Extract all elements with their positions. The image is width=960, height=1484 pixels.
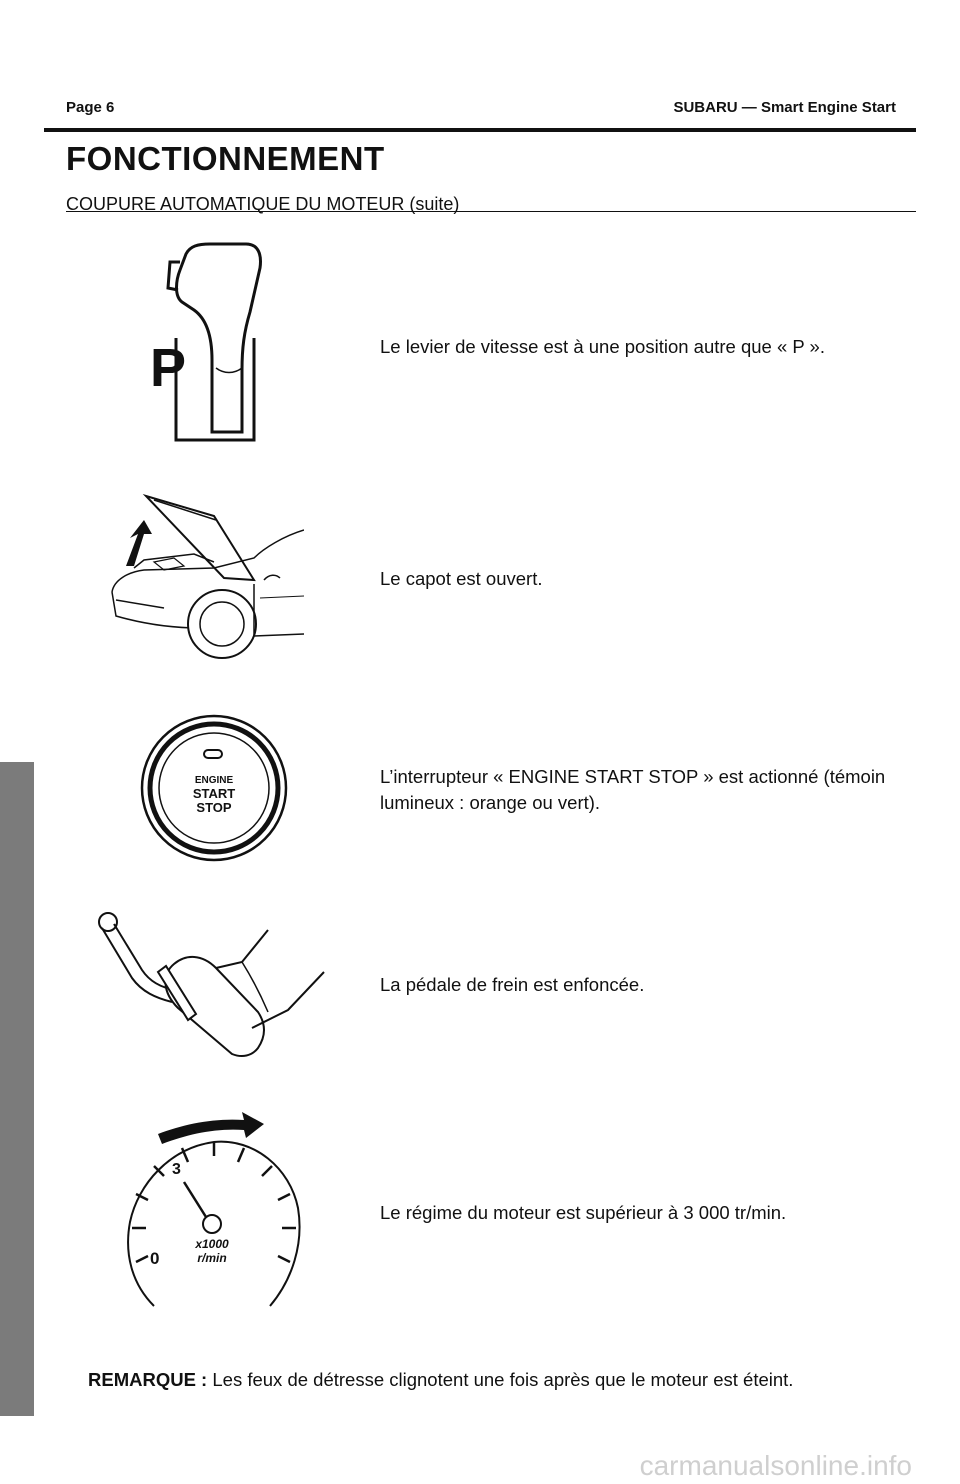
header-divider — [44, 128, 916, 132]
gear-lever-icon — [150, 240, 280, 455]
remark-text: Les feux de détresse clignotent une fois après que le moteur est éteint. — [212, 1369, 794, 1390]
tachometer-icon — [124, 1104, 304, 1315]
condition-text: L’interrupteur « ENGINE START STOP » est actionné (témoin lumineux : orange ou vert). — [380, 766, 886, 813]
button-label-stop: STOP — [196, 800, 232, 815]
engine-start-stop-button-icon — [140, 714, 290, 869]
gauge-label-0: 0 — [150, 1249, 160, 1268]
page-title: FONCTIONNEMENT — [66, 140, 385, 177]
watermark: carmanualsonline.info — [639, 1450, 912, 1481]
brake-pedal-icon — [92, 908, 332, 1063]
remark-note — [88, 1369, 793, 1391]
gauge-unit-rmin: r/min — [197, 1251, 227, 1265]
condition-text: La pédale de frein est enfoncée. — [380, 974, 645, 995]
button-label-engine: ENGINE — [194, 775, 234, 786]
condition-text: Le levier de vitesse est à une position autre que « P ». — [380, 336, 825, 357]
subtitle-divider — [66, 211, 916, 212]
gauge-unit-x1000: x1000 — [195, 1237, 229, 1251]
condition-text: Le régime du moteur est supérieur à 3 000 tr/min. — [380, 1202, 787, 1223]
page-number: Page 6 — [66, 98, 115, 116]
park-position-label: P — [150, 338, 187, 398]
section-subtitle: COUPURE AUTOMATIQUE DU MOTEUR (suite) — [66, 194, 460, 214]
page-header — [66, 94, 896, 120]
document-title: SUBARU — Smart Engine Start — [673, 98, 896, 116]
button-label-start: START — [192, 786, 236, 801]
condition-text: Le capot est ouvert. — [380, 568, 543, 589]
gauge-label-3: 3 — [172, 1161, 181, 1178]
car-hood-open-icon — [104, 488, 304, 669]
remark-label: REMARQUE : — [88, 1369, 208, 1390]
side-tab — [0, 762, 34, 1416]
